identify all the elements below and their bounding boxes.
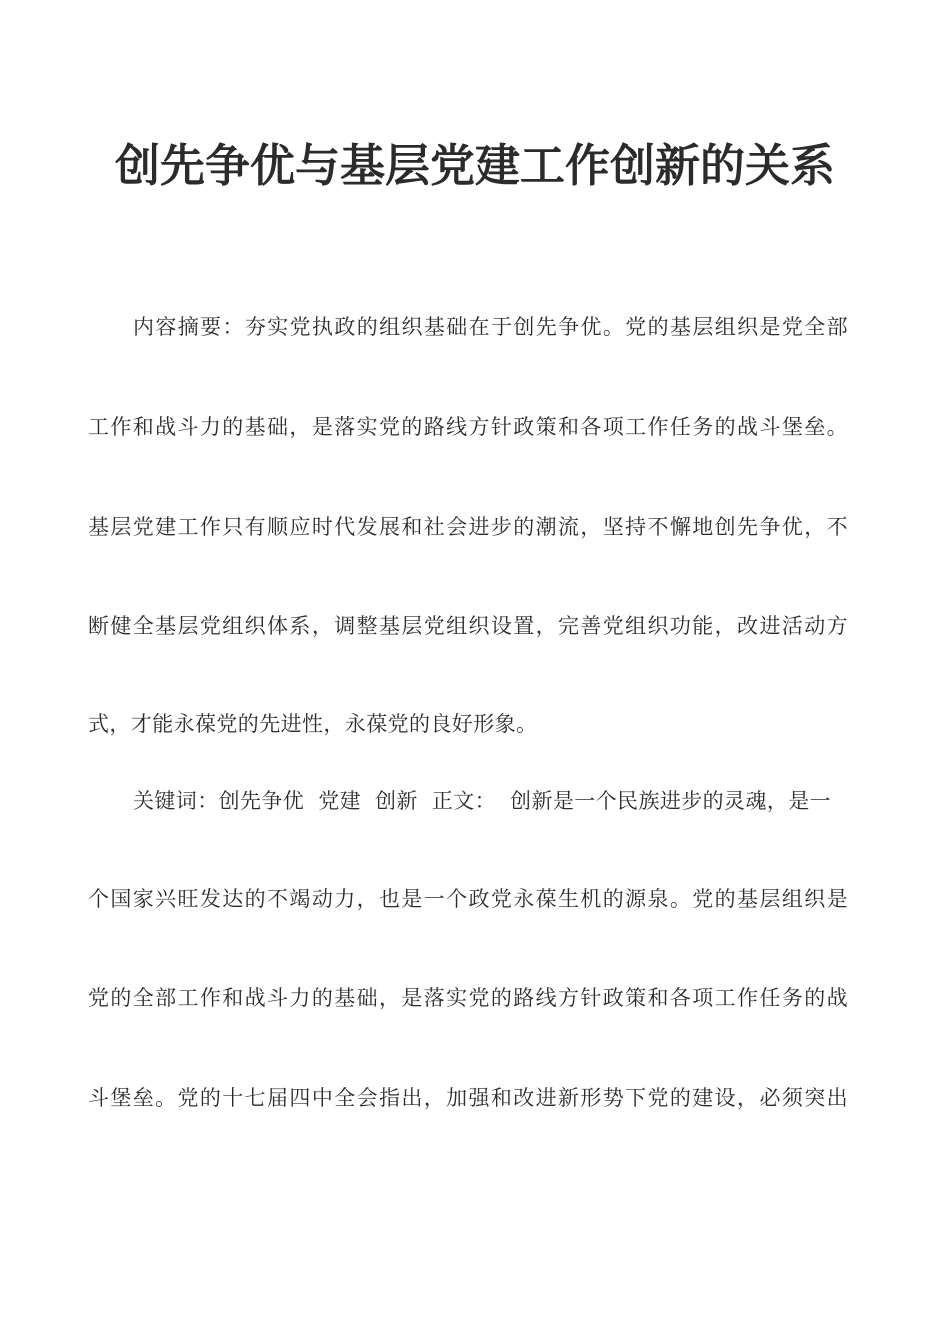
abstract-line-4: 断健全基层党组织体系，调整基层党组织设置，完善党组织功能，改进活动方 — [88, 614, 848, 638]
abstract-line-1: 内容摘要：夯实党执政的组织基础在于创先争优。党的基层组织是党全部 — [133, 315, 848, 339]
abstract-line-5: 式，才能永葆党的先进性，永葆党的良好形象。 — [88, 712, 538, 736]
body-label: 正文： — [431, 789, 497, 813]
keyword-term: 创先争优 — [218, 789, 305, 813]
body-line-2: 党的全部工作和战斗力的基础，是落实党的路线方针政策和各项工作任务的战 — [88, 986, 848, 1010]
document-title: 创先争优与基层党建工作创新的关系 — [114, 139, 835, 192]
body-start: 创新是一个民族进步的灵魂，是一 — [510, 789, 832, 813]
abstract-line-3: 基层党建工作只有顺应时代发展和社会进步的潮流，坚持不懈地创先争优，不 — [88, 515, 848, 539]
keyword-term: 创新 — [375, 789, 418, 813]
keyword-term: 党建 — [318, 789, 362, 813]
keywords-line — [133, 786, 848, 816]
body-line-3: 斗堡垒。党的十七届四中全会指出，加强和改进新形势下党的建设，必须突出 — [88, 1086, 848, 1110]
keywords-label: 关键词： — [133, 789, 219, 813]
body-line-1: 个国家兴旺发达的不竭动力，也是一个政党永葆生机的源泉。党的基层组织是 — [88, 887, 848, 911]
abstract-line-2: 工作和战斗力的基础，是落实党的路线方针政策和各项工作任务的战斗堡垒。 — [88, 415, 848, 439]
